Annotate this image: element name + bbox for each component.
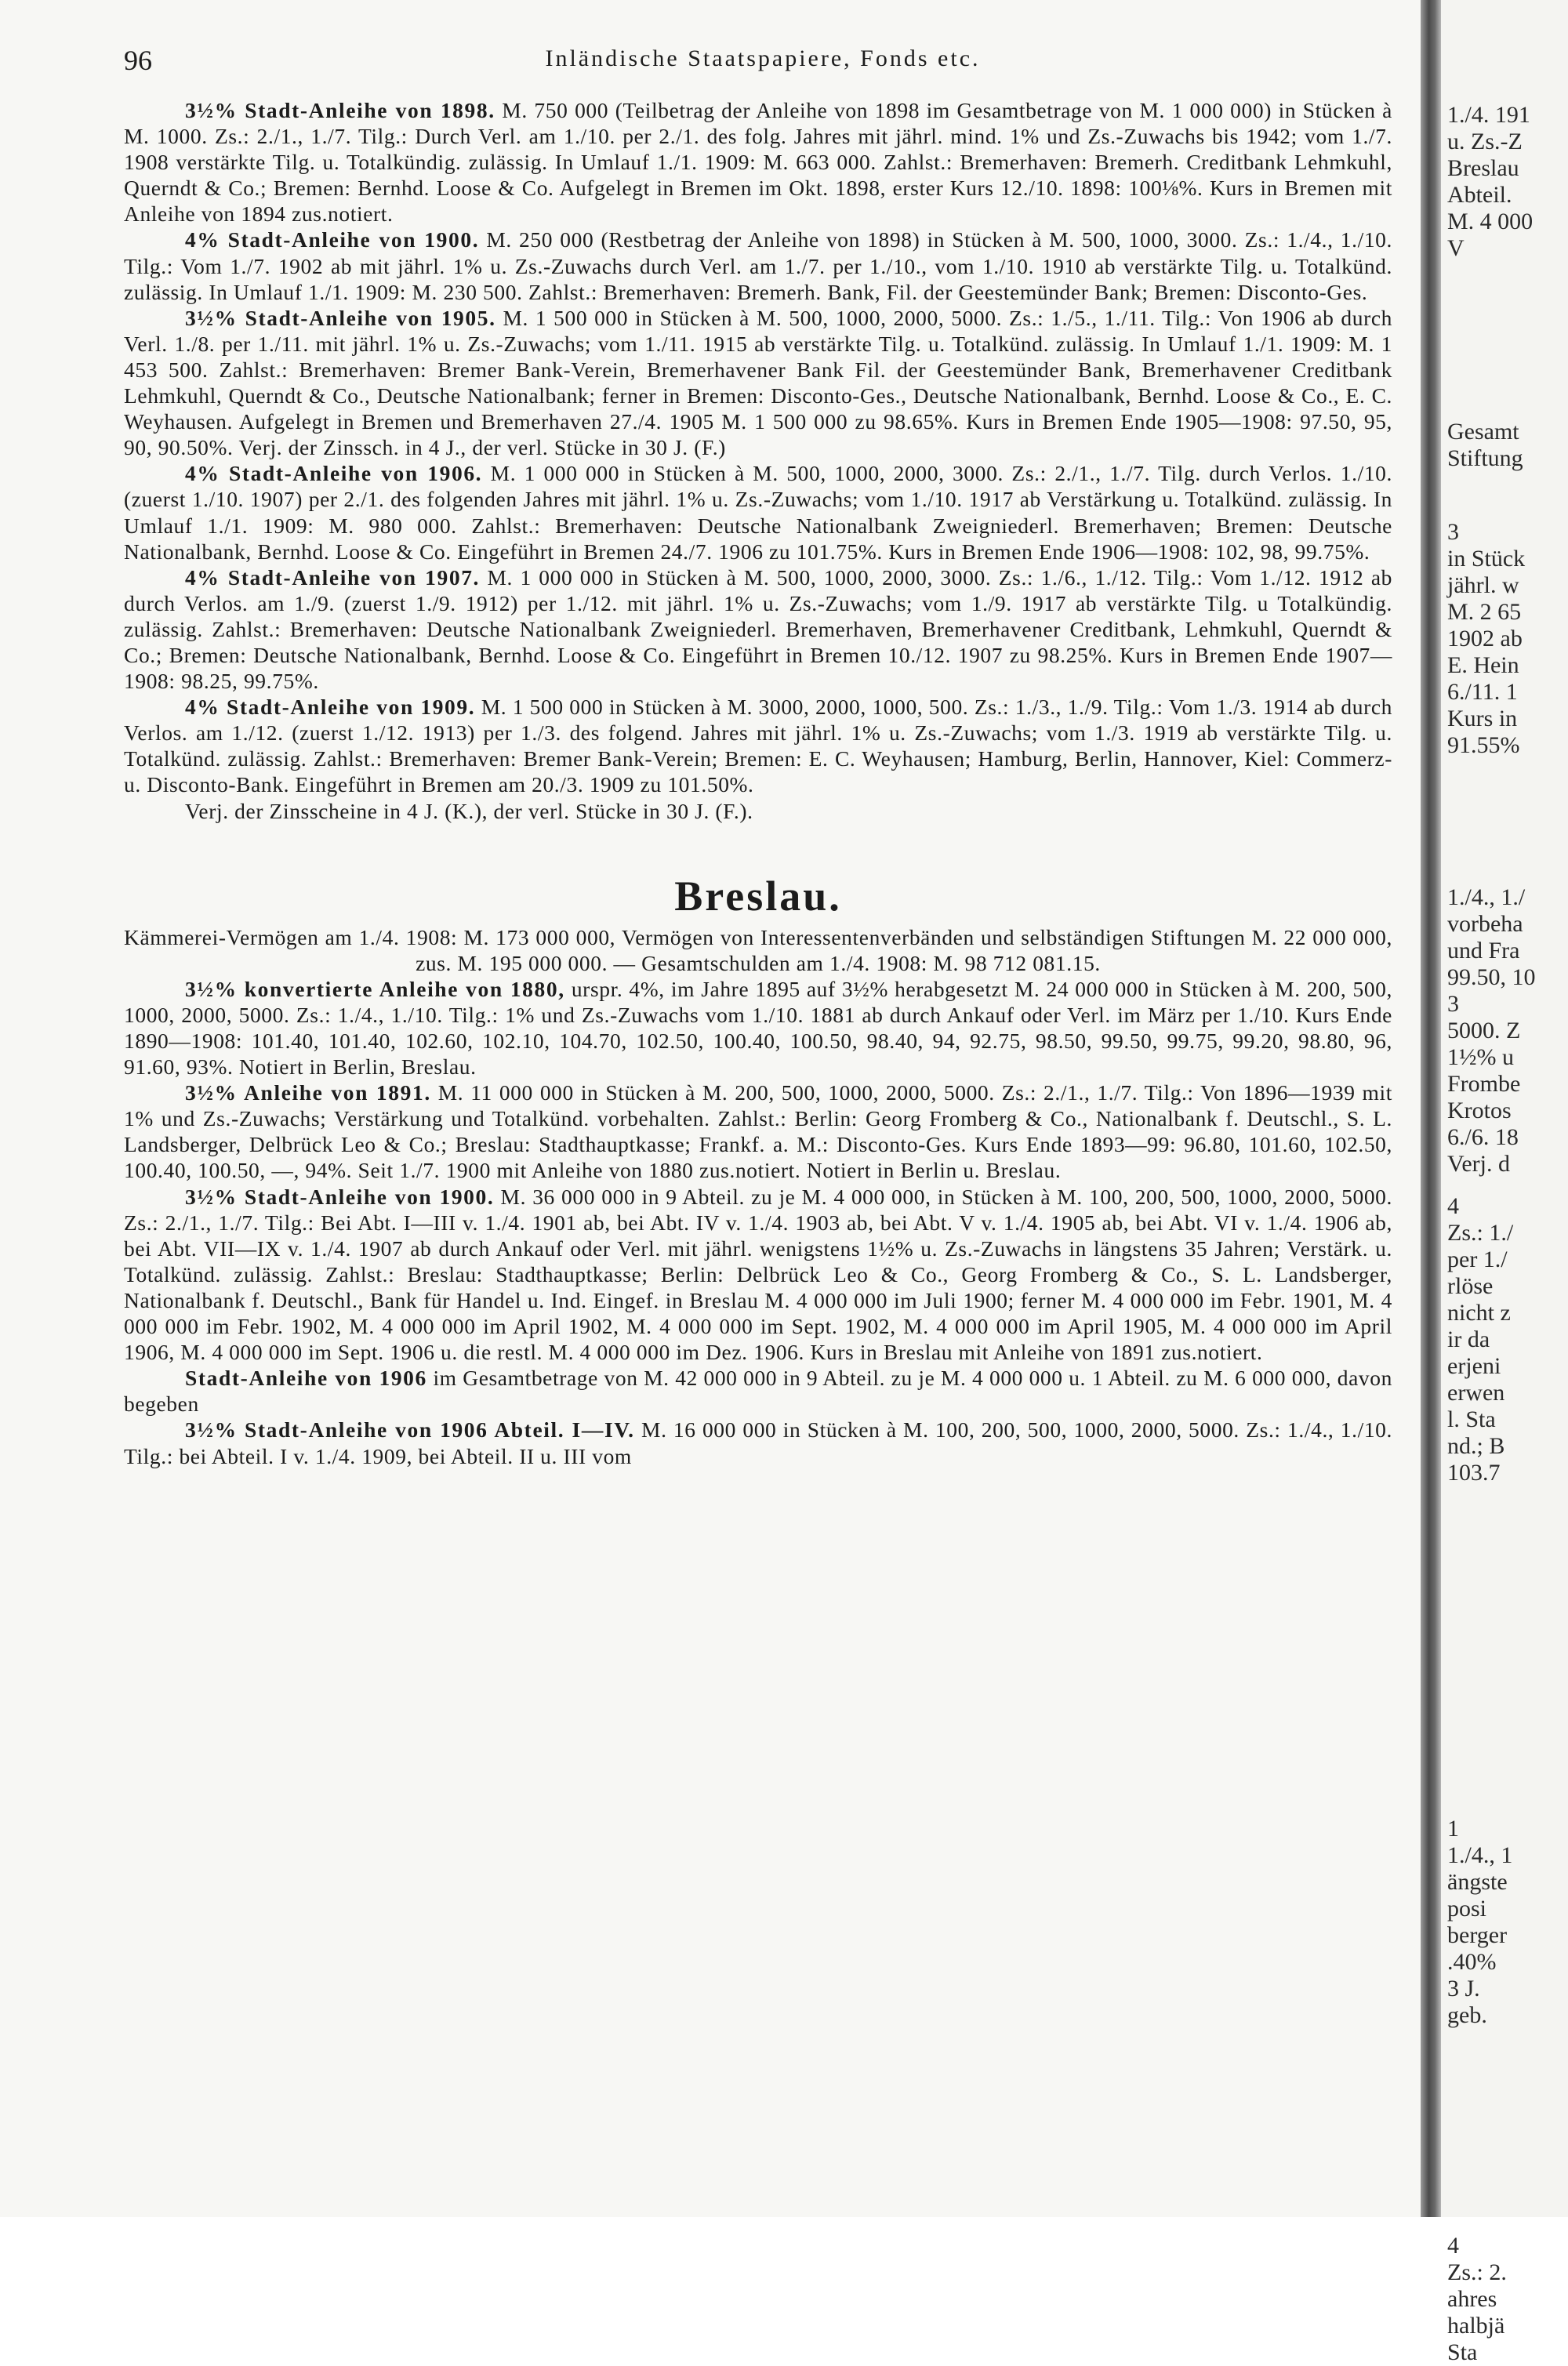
facing-page-fragment: 3 J. xyxy=(1447,1976,1480,2001)
facing-page-fragment: und Fra xyxy=(1447,938,1520,963)
facing-page-fragment: 4 xyxy=(1447,2233,1459,2259)
section-heading-breslau: Breslau. xyxy=(674,872,842,920)
bond-entry-title: Stadt-Anleihe von 1906 xyxy=(185,1366,427,1391)
bond-entry-title: 4% Stadt-Anleihe von 1907. xyxy=(185,564,481,590)
facing-page-fragment: u. Zs.-Z xyxy=(1447,129,1523,154)
bond-entry-text: M. 1 500 000 in Stücken à M. 500, 1000, 2000, 5000. Zs.: 1./5., 1./11. Tilg.: Von 1906 ab durch Verl. 1./8. per 1./11. mit jährl. 1% u. Zs.-Zuwachs; vom 1./11. 1915 ab verstärkte Tilg. u. Totalkünd. zulässig. In Umlauf 1./1. 1909: M. 1 453 500. Zahlst.: Bremerhaven: Bremer Bank-Verein, Bremerhavener Bank Fil. der Geestemünder Bank, Bremerhavener Creditbank Lehmkuhl, Querndt & Co., Deutsche Nationalbank; ferner in Bremen: Disconto-Ges., Deutsche Nationalbank, Bernhd. Loose & Co., E. C. Weyhausen. Aufgelegt in Bremen und Bremerhaven 27./4. 1905 M. 1 500 000 zu 98.65%. Kurs in Bremen Ende 1905—1908: 97.50, 95, 90, 90.50%. Verj. der Zinssch. in 4 J., der verl. Stücke in 30 J. (F.) xyxy=(124,305,1392,460)
page-number: 96 xyxy=(124,45,152,76)
page-header xyxy=(124,44,1402,82)
footnote-verjaehrung: Verj. der Zinsscheine in 4 J. (K.), der verl. Stücke in 30 J. (F.). xyxy=(185,798,753,823)
facing-page-fragment: 1./4. 191 xyxy=(1447,102,1530,128)
bond-entry-title: 3½% Stadt-Anleihe von 1906 Abteil. I—IV. xyxy=(185,1417,635,1442)
facing-page-fragment: posi xyxy=(1447,1896,1487,1921)
facing-page-fragment: 3 xyxy=(1447,991,1459,1017)
facing-page-fragment: jährl. w xyxy=(1447,572,1519,598)
facing-page-fragment: ahres xyxy=(1447,2286,1497,2312)
bond-entry-title: 3½% Stadt-Anleihe von 1898. xyxy=(185,98,495,122)
facing-page-fragment: vorbeha xyxy=(1447,911,1523,937)
bond-entry xyxy=(124,97,1392,227)
facing-page-fragment: Abteil. xyxy=(1447,182,1512,208)
book-gutter xyxy=(1421,0,1441,2217)
bond-entry-text: M. 1 500 000 in Stücken à M. 3000, 2000, 1000, 500. Zs.: 1./3., 1./9. Tilg.: Vom 1./3. 1914 ab durch Verlos. am 1./12. (zuerst 1./12. 1913) per 1./3. des folgend. Jahres mit jährl. 1% u. Zs.-Zuwachs; vom 1./3. 1919 ab verstärkte Tilg. u. Totalkünd. zulässig. Zahlst.: Bremerhaven: Bremer Bank-Verein; Bremen: E. C. Weyhausen; Hamburg, Berlin, Hannover, Kiel: Commerz- u. Disconto-Bank. Eingeführt in Bremen am 20./3. 1909 zu 101.50%. xyxy=(124,695,1392,797)
facing-page-fragment: 1 xyxy=(1447,1816,1459,1842)
facing-page-fragment: Kurs in xyxy=(1447,706,1518,731)
facing-page-fragment: nd.; B xyxy=(1447,1433,1505,1459)
bond-entry xyxy=(124,976,1392,1080)
bond-entry-title: 4% Stadt-Anleihe von 1909. xyxy=(185,695,476,720)
bond-entries-bremerhaven xyxy=(124,97,1392,798)
facing-page-fragment: 6./6. 18 xyxy=(1447,1124,1519,1150)
facing-page-fragment: E. Hein xyxy=(1447,652,1519,678)
bond-entry-text: urspr. 4%, im Jahre 1895 auf 3½% herabgesetzt M. 24 000 000 in Stücken à M. 200, 500, 1000, 2000, 5000. Zs.: 1./4., 1./10. Tilg.: 1% und Zs.-Zuwachs vom 1./10. 1881 ab durch Ankauf oder Verl. im März per 1./10. Kurs Ende 1890—1908: 101.40, 101.40, 102.60, 102.10, 104.70, 102.50, 100.40, 100.50, 98.40, 94, 92.75, 98.50, 99.50, 99.75, 99.20, 98.80, 96, 91.60, 93%. Notiert in Berlin, Breslau. xyxy=(124,976,1392,1080)
facing-page-fragment: Sta xyxy=(1447,2339,1478,2365)
section-intro-breslau: Kämmerei-Vermögen am 1./4. 1908: M. 173 000 000, Vermögen von Interessentenverbänden und selbständigen Stiftungen M. 22 000 000, zus. M. 195 000 000. — Gesamtschulden am 1./4. 1908: M. 98 712 081.15. xyxy=(124,924,1392,975)
facing-page-fragment: 1½% u xyxy=(1447,1044,1514,1070)
facing-page-fragment: in Stück xyxy=(1447,546,1526,572)
bond-entry-title: 4% Stadt-Anleihe von 1900. xyxy=(185,227,480,252)
facing-page-fragment: M. 2 65 xyxy=(1447,599,1522,625)
facing-page-fragment: 1902 ab xyxy=(1447,626,1523,651)
bond-entry-text: im Gesamtbetrage von M. 42 000 000 in 9 Abteil. zu je M. 4 000 000 u. 1 Abteil. zu M. 6 000 000, davon begeben xyxy=(124,1366,1392,1417)
running-head: Inländische Staatspapiere, Fonds etc. xyxy=(545,45,981,71)
facing-page-fragment: 3 xyxy=(1447,519,1459,545)
facing-page-fragment: .40% xyxy=(1447,1949,1497,1975)
facing-page-fragment: 91.55% xyxy=(1447,732,1520,758)
bond-entry xyxy=(124,1417,1392,1468)
facing-page-fragment: Gesamt xyxy=(1447,419,1519,445)
facing-page-fragment: ängste xyxy=(1447,1869,1508,1895)
facing-page-fragment: halbjä xyxy=(1447,2313,1505,2339)
bond-entry-text: M. 11 000 000 in Stücken à M. 200, 500, 1000, 2000, 5000. Zs.: 2./1., 1./7. Tilg.: Von 1896—1939 mit 1% und Zs.-Zuwachs; Verstärkung und Totalkünd. vorbehalten. Zahlst.: Berlin: Georg Fromberg & Co., Nationalbank f. Deutschl., S. L. Landsberger, Delbrück Leo & Co.; Breslau: Stadthauptkasse; Frankf. a. M.: Disconto-Ges. Kurs Ende 1893—99: 96.80, 101.60, 102.50, 100.40, 100.50, —, 94%. Seit 1./7. 1900 mit Anleihe von 1880 zus.notiert. Notiert in Berlin u. Breslau. xyxy=(124,1080,1392,1183)
bond-entry xyxy=(124,694,1392,797)
facing-page-fragment: Frombe xyxy=(1447,1071,1521,1097)
bond-entry-title: 4% Stadt-Anleihe von 1906. xyxy=(185,461,483,486)
facing-page-fragment: nicht z xyxy=(1447,1300,1511,1326)
facing-page-fragment: 6./11. 1 xyxy=(1447,679,1518,705)
facing-page-fragment: per 1./ xyxy=(1447,1247,1508,1272)
facing-page-fragment: Breslau xyxy=(1447,155,1519,181)
bond-entry xyxy=(124,564,1392,694)
facing-page-fragment: 1./4., 1./ xyxy=(1447,884,1526,910)
bond-entry-title: 3½% konvertierte Anleihe von 1880, xyxy=(185,976,565,1001)
bond-entry-text: M. 250 000 (Restbetrag der Anleihe von 1898) in Stücken à M. 500, 1000, 3000. Zs.: 1./4., 1./10. Tilg.: Vom 1./7. 1902 ab mit jährl. 1% u. Zs.-Zuwachs durch Verl. am 1./7. per 1./10., vom 1./10. 1910 ab verstärkte Tilg. u. Totalkünd. zulässig. In Umlauf 1./1. 1909: M. 230 500. Zahlst.: Bremerhaven: Bremerh. Bank, Fil. der Geestemünder Bank; Bremen: Disconto-Ges. xyxy=(124,227,1392,304)
facing-page-fragment: Krotos xyxy=(1447,1098,1512,1123)
facing-page-fragment: M. 4 000 xyxy=(1447,209,1534,234)
bond-entry-title: 3½% Stadt-Anleihe von 1900. xyxy=(185,1184,495,1209)
facing-page-fragment: Verj. d xyxy=(1447,1151,1510,1177)
bond-entry xyxy=(124,1080,1392,1183)
facing-page-fragment: erjeni xyxy=(1447,1353,1501,1379)
bond-entry xyxy=(124,227,1392,304)
bond-entry-title: 3½% Anleihe von 1891. xyxy=(185,1080,431,1105)
facing-page-fragment: Zs.: 1./ xyxy=(1447,1220,1514,1246)
bond-entry xyxy=(124,305,1392,461)
bond-entries-breslau xyxy=(124,976,1392,1469)
page-content xyxy=(124,97,1392,1469)
facing-page-edge xyxy=(1441,0,1568,2365)
facing-page-fragment: 99.50, 10 xyxy=(1447,964,1536,990)
facing-page-fragment: 4 xyxy=(1447,1193,1459,1219)
facing-page-fragment: Stiftung xyxy=(1447,445,1523,471)
facing-page-fragment: 103.7 xyxy=(1447,1460,1501,1486)
facing-page-fragment: berger xyxy=(1447,1922,1508,1948)
bond-entry-title: 3½% Stadt-Anleihe von 1905. xyxy=(185,305,496,330)
bond-entry-text: M. 36 000 000 in 9 Abteil. zu je M. 4 000 000, in Stücken à M. 100, 200, 500, 1000, 2000, 5000. Zs.: 2./1., 1./7. Tilg.: Bei Abt. I—III v. 1./4. 1901 ab, bei Abt. IV v. 1./4. 1903 ab, bei Abt. V v. 1./4. 1905 ab, bei Abt. VI v. 1./4. 1906 ab, bei Abt. VII—IX v. 1./4. 1907 ab durch Ankauf oder Verl. mit jährl. wenigstens 1½% u. Zs.-Zuwachs in längstens 35 Jahren; Verstärk. u. Totalkünd. zulässig. Zahlst.: Breslau: Stadthauptkasse; Berlin: Delbrück Leo & Co., Georg Fromberg & Co., S. L. Landsberger, Nationalbank f. Deutschl., Bank für Handel u. Ind. Eingef. in Breslau M. 4 000 000 im Juli 1900; ferner M. 4 000 000 im Febr. 1901, M. 4 000 000 im Febr. 1902, M. 4 000 000 im April 1902, M. 4 000 000 im Sept. 1902, M. 4 000 000 im April 1905, M. 4 000 000 im April 1906, M. 4 000 000 im Sept. 1906 u. die restl. M. 4 000 000 im Dez. 1906. Kurs in Breslau mit Anleihe von 1891 zus.notiert. xyxy=(124,1184,1392,1365)
facing-page-fragment: 5000. Z xyxy=(1447,1018,1521,1043)
facing-page-fragment: rlöse xyxy=(1447,1273,1494,1299)
bond-entry-text: M. 16 000 000 in Stücken à M. 100, 200, 500, 1000, 2000, 5000. Zs.: 1./4., 1./10. Tilg.: bei Abteil. I v. 1./4. 1909, bei Abteil. II u. III vom xyxy=(124,1417,1392,1468)
bond-entry xyxy=(124,1365,1392,1417)
facing-page-fragment: 1./4., 1 xyxy=(1447,1842,1513,1868)
bond-entry-text: M. 1 000 000 in Stücken à M. 500, 1000, 2000, 3000. Zs.: 1./6., 1./12. Tilg.: Vom 1./12. 1912 ab durch Verlos. am 1./9. (zuerst 1./9. 1912) per 1./12. mit jährl. 1% u. Zs.-Zuwachs; vom 1./9. 1917 ab verstärkte Tilg. u Totalkündig. zulässig. Zahlst.: Bremerhaven: Deutsche Nationalbank Zweigniederl. Bremerhaven, Bremerhavener Creditbank, Lehmkuhl, Querndt & Co.; Bremen: Deutsche Nationalbank, Bernhd. Loose & Co. Eingeführt in Bremen 10./12. 1907 zu 98.25%. Kurs in Bremen Ende 1907—1908: 98.25, 99.75%. xyxy=(124,564,1392,694)
bond-entry xyxy=(124,460,1392,564)
facing-page-fragment: Zs.: 2. xyxy=(1447,2259,1507,2285)
bond-entry-text: M. 750 000 (Teilbetrag der Anleihe von 1898 im Gesamtbetrage von M. 1 000 000) in Stücken à M. 1000. Zs.: 2./1., 1./7. Tilg.: Durch Verl. am 1./10. per 2./1. des folg. Jahres mit jährl. mind. 1% und Zs.-Zuwachs bis 1942; vom 1./7. 1908 verstärkte Tilg. u. Totalkündig. zulässig. In Umlauf 1./1. 1909: M. 663 000. Zahlst.: Bremerhaven: Bremerh. Creditbank Lehmkuhl, Querndt & Co.; Bremen: Bernhd. Loose & Co. Aufgelegt in Bremen im Okt. 1898, erster Kurs 12./10. 1898: 100⅛%. Kurs in Bremen mit Anleihe von 1894 zus.notiert. xyxy=(124,98,1392,227)
facing-page-fragment: V xyxy=(1447,235,1465,261)
bond-entry-text: M. 1 000 000 in Stücken à M. 500, 1000, 2000, 3000. Zs.: 2./1., 1./7. Tilg. durch Verlos. 1./10. (zuerst 1./10. 1907) per 2./1. des folgenden Jahres mit jährl. 1% u. Zs.-Zuwachs; vom 1./10. 1917 ab Verstärkung u. Totalkünd. zulässig. In Umlauf 1./1. 1909: M. 980 000. Zahlst.: Bremerhaven: Deutsche Nationalbank Zweigniederl. Bremerhaven; Bremen: Deutsche Nationalbank, Bernhd. Loose & Co. Eingeführt in Bremen 24./7. 1906 zu 101.75%. Kurs in Bremen Ende 1906—1908: 102, 98, 99.75%. xyxy=(124,461,1392,564)
facing-page-fragment: ir da xyxy=(1447,1326,1490,1352)
facing-page-fragment: l. Sta xyxy=(1447,1406,1496,1432)
bond-entry xyxy=(124,1184,1392,1366)
facing-page-fragment: geb. xyxy=(1447,2002,1487,2028)
facing-page-fragment: erwen xyxy=(1447,1380,1505,1406)
